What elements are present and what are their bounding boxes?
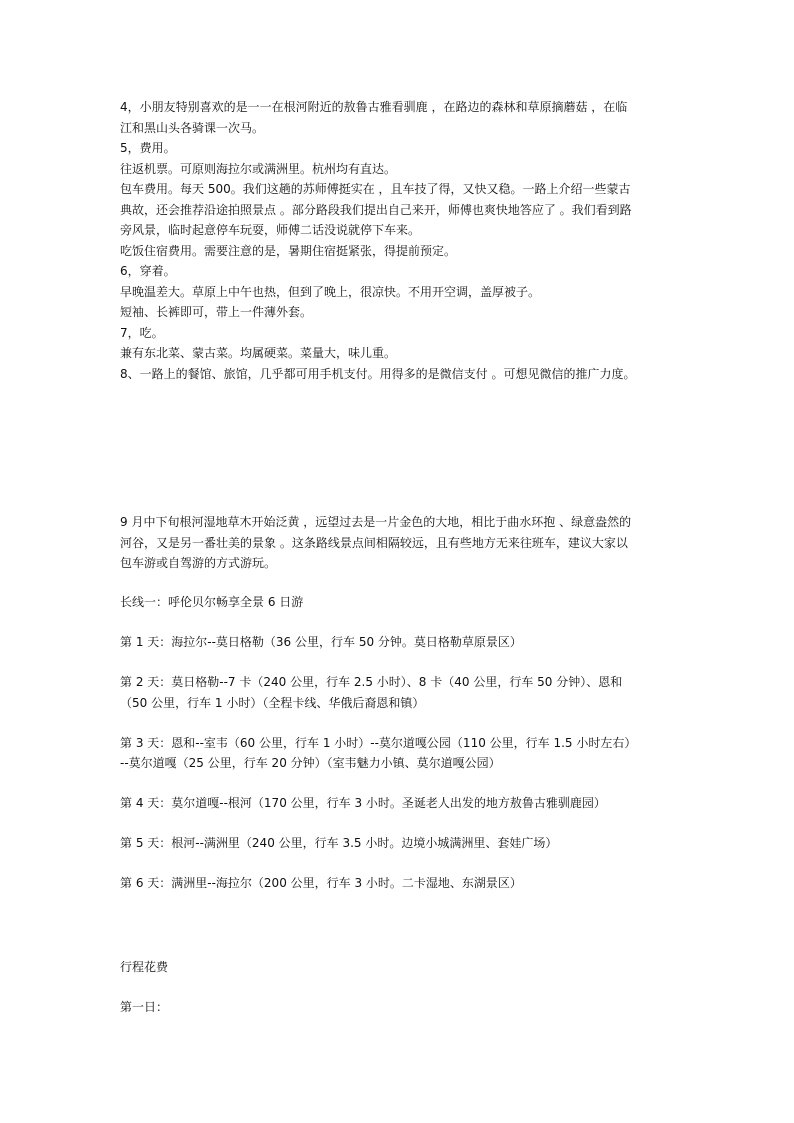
paragraph-line: 6，穿着。 bbox=[120, 264, 176, 278]
paragraph-line: 7，吃。 bbox=[120, 325, 164, 340]
paragraph-line: 河谷，又是另一番壮美的景象 。这条路线景点间相隔较远，且有些地方无来往班车，建议大家以 bbox=[120, 535, 628, 550]
costs-heading: 行程花费 bbox=[120, 960, 169, 974]
route-intro-section bbox=[120, 512, 631, 574]
itinerary-day-4: 第 4 天：莫尔道嘎--根河（170 公里，行车 3 小时。圣诞老人出发的地方敖鲁古雅驯鹿园） bbox=[120, 796, 606, 810]
paragraph-line: 短袖、长裤即可，带上一件薄外套。 bbox=[120, 305, 313, 319]
paragraph-line: 第 3 天：恩和--室韦（60 公里，行车 1 小时）--莫尔道嘎公园（110 公里，行车 1.5 小时左右） bbox=[120, 735, 637, 750]
paragraph-line: --莫尔道嘎（25 公里，行车 20 分钟）（室韦魅力小镇、莫尔道嘎公园） bbox=[120, 756, 501, 770]
paragraph-line: 吃饭住宿费用。需要注意的是，暑期住宿挺紧张，得提前预定。 bbox=[120, 243, 457, 258]
first-day-label: 第一日： bbox=[120, 1000, 169, 1014]
itinerary-day-3 bbox=[120, 733, 636, 774]
paragraph-line: 包车游或自驾游的方式游玩。 bbox=[120, 556, 277, 570]
paragraph-line: 典故，还会推荐沿途拍照景点 。部分路段我们提出自己来开，师傅也爽快地答应了 。我们看到路 bbox=[120, 202, 632, 217]
paragraph-line: 旁风景，临时起意停车玩耍，师傅二话没说就停下车来。 bbox=[120, 223, 421, 237]
itinerary-day-1: 第 1 天：海拉尔--莫日格勒（36 公里，行车 50 分钟。莫日格勒草原景区） bbox=[120, 635, 522, 649]
paragraph-line: 9 月中下旬根河湿地草木开始泛黄 ，远望过去是一片金色的大地，相比于曲水环抱 、绿意盎然的 bbox=[120, 515, 632, 529]
paragraph-line: （50 公里，行车 1 小时）（全程卡线、华俄后裔恩和镇） bbox=[120, 695, 425, 710]
paragraph-line: 兼有东北菜、蒙古菜。均属硬菜。菜量大，味儿重。 bbox=[120, 346, 397, 360]
paragraph-line: 往返机票。可原则海拉尔或满洲里。杭州均有直达。 bbox=[120, 161, 397, 176]
paragraph-line: 8、一路上的餐馆、旅馆，几乎都可用手机支付。用得多的是微信支付 。可想见微信的推广力度。 bbox=[120, 366, 636, 381]
paragraph-line: 4，小朋友特别喜欢的是一一在根河附近的敖鲁古雅看驯鹿 ，在路边的森林和草原摘蘑菇 ，在临 bbox=[120, 100, 628, 114]
travel-notes-section bbox=[120, 97, 635, 384]
itinerary-day-2 bbox=[120, 672, 636, 713]
itinerary-section bbox=[120, 592, 636, 913]
itinerary-day-5: 第 5 天：根河--满洲里（240 公里，行车 3.5 小时。边境小城满洲里、套娃广场） bbox=[120, 836, 558, 850]
paragraph-line: 第 2 天：莫日格勒--7 卡（240 公里，行车 2.5 小时）、8 卡（40 公里，行车 50 分钟）、恩和 bbox=[120, 675, 623, 689]
itinerary-day-6: 第 6 天：满洲里--海拉尔（200 公里，行车 3 小时。二卡湿地、东湖景区） bbox=[120, 876, 522, 890]
paragraph-line: 5，费用。 bbox=[120, 141, 176, 155]
paragraph-line: 江和黑山头各骑课一次马。 bbox=[120, 120, 265, 135]
paragraph-line: 包车费用。每天 500。我们这趟的苏师傅挺实在 ，且车技了得，又快又稳。一路上介绍一些蒙古 bbox=[120, 182, 631, 196]
paragraph-line: 早晚温差大。草原上中午也热，但到了晚上，很凉快。不用开空调，盖厚被子。 bbox=[120, 284, 541, 299]
costs-section bbox=[120, 957, 168, 1037]
itinerary-title: 长线一：呼伦贝尔畅享全景 6 日游 bbox=[120, 595, 304, 609]
